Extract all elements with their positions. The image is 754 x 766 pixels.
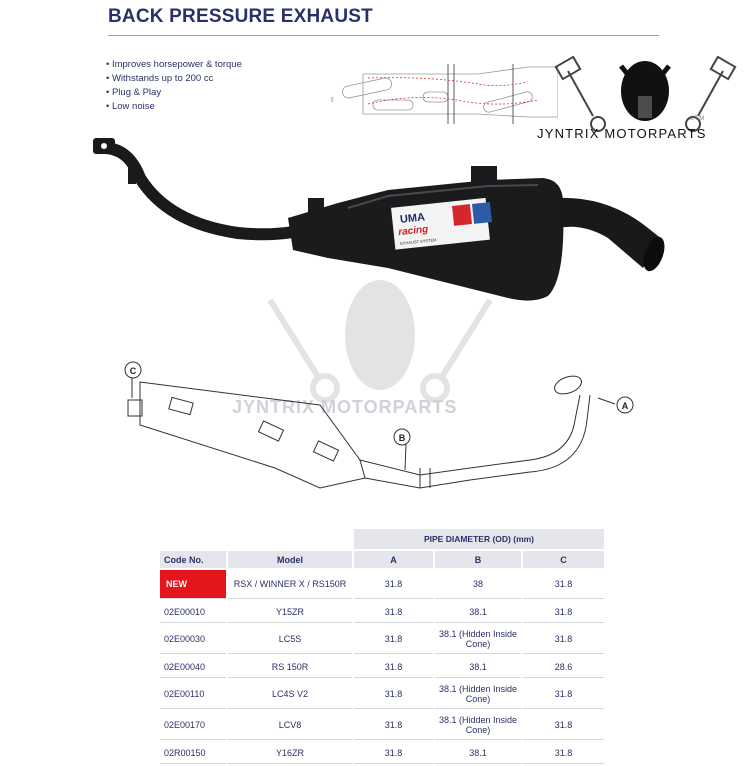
model-cell: RS 150R (228, 656, 352, 678)
diameter-b-cell: 38 (435, 570, 521, 599)
code-cell: 02E00030 (160, 625, 226, 654)
diameter-c-cell: 31.8 (523, 711, 604, 740)
code-cell: 02R00150 (160, 742, 226, 764)
column-header-b: B (435, 551, 521, 568)
diameter-a-cell: 31.8 (354, 656, 433, 678)
svg-text:A: A (621, 401, 629, 411)
model-cell: RSX / WINNER X / RS150R (228, 570, 352, 599)
model-cell: LCV8 (228, 711, 352, 740)
brand-name: JYNTRIX MOTORPARTS (537, 126, 707, 141)
model-cell: LC4S V2 (228, 680, 352, 709)
code-cell: 02E00040 (160, 656, 226, 678)
column-header-model: Model (228, 551, 352, 568)
diameter-c-cell: 31.8 (523, 570, 604, 599)
label-system-text: EXHAUST SYSTEM (399, 237, 437, 246)
feature-list (106, 58, 242, 114)
dimension-label-a (617, 397, 633, 413)
feature-item: • Improves horsepower & torque (106, 58, 242, 72)
table-row (160, 742, 604, 764)
table-row (160, 601, 604, 623)
code-cell: 02E00170 (160, 711, 226, 740)
spec-table (158, 527, 606, 766)
watermark-text: JYNTRIX MOTORPARTS (232, 397, 458, 417)
diameter-b-cell: 38.1 (435, 742, 521, 764)
table-row (160, 680, 604, 709)
group-header: PIPE DIAMETER (OD) (mm) (354, 529, 604, 549)
diameter-a-cell: 31.8 (354, 680, 433, 709)
dimension-label-b (394, 429, 410, 445)
feature-item: • Plug & Play (106, 86, 242, 100)
diameter-a-cell: 31.8 (354, 570, 433, 599)
diameter-a-cell: 31.8 (354, 742, 433, 764)
label-racing-text: racing (397, 224, 429, 239)
table-row (160, 570, 604, 599)
internal-chamber-schematic (328, 62, 558, 127)
feature-item: • Low noise (106, 100, 242, 114)
diameter-b-cell: 38.1 (Hidden Inside Cone) (435, 625, 521, 654)
diameter-a-cell: 31.8 (354, 625, 433, 654)
brand-mark: J.T.M (690, 116, 705, 122)
column-header-code: Code No. (160, 551, 226, 568)
label-brand-text: UMA (399, 211, 426, 226)
dimension-label-c (125, 362, 141, 378)
diameter-b-cell: 38.1 (435, 601, 521, 623)
diameter-a-cell: 31.8 (354, 711, 433, 740)
table-row (160, 711, 604, 740)
diameter-c-cell: 31.8 (523, 742, 604, 764)
model-cell: Y15ZR (228, 601, 352, 623)
diameter-a-cell: 31.8 (354, 601, 433, 623)
model-cell: Y16ZR (228, 742, 352, 764)
diameter-b-cell: 38.1 (435, 656, 521, 678)
feature-item: • Withstands up to 200 cc (106, 72, 242, 86)
table-row (160, 656, 604, 678)
code-cell: 02E00110 (160, 680, 226, 709)
diameter-c-cell: 31.8 (523, 601, 604, 623)
diameter-b-cell: 38.1 (Hidden Inside Cone) (435, 711, 521, 740)
diameter-c-cell: 31.8 (523, 680, 604, 709)
page-title: BACK PRESSURE EXHAUST (108, 6, 373, 27)
new-badge: NEW (160, 570, 226, 599)
code-cell: 02E00010 (160, 601, 226, 623)
dimension-diagram (120, 360, 640, 500)
svg-text:C: C (129, 366, 137, 376)
table-row (160, 625, 604, 654)
svg-text:≈≈: ≈≈ (330, 96, 336, 102)
diameter-c-cell: 28.6 (523, 656, 604, 678)
model-cell: LC5S (228, 625, 352, 654)
column-header-c: C (523, 551, 604, 568)
svg-text:B: B (398, 433, 406, 443)
diameter-c-cell: 31.8 (523, 625, 604, 654)
column-header-a: A (354, 551, 433, 568)
title-divider (108, 35, 659, 36)
diameter-b-cell: 38.1 (Hidden Inside Cone) (435, 680, 521, 709)
